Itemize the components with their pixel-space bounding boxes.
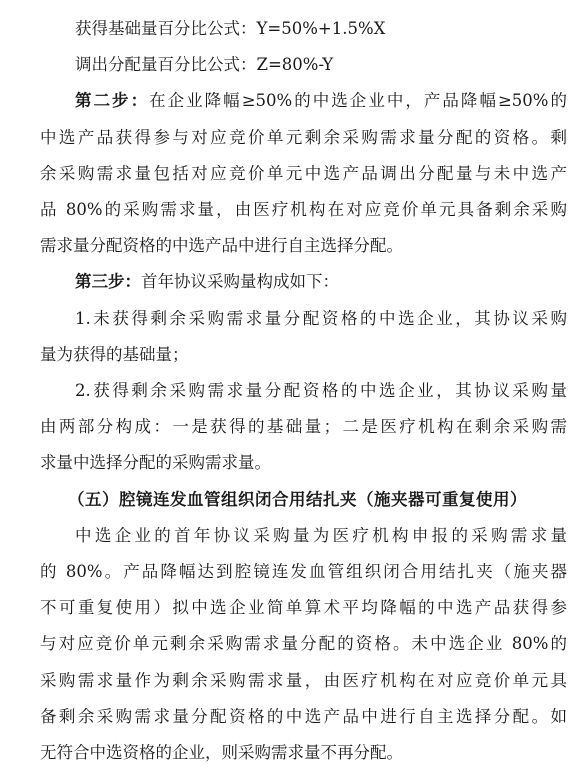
para5-line-4: 与对应竞价单元剩余采购需求量分配的资格。未中选企业 80%的: [40, 634, 567, 653]
item2-line-3: 求量中选择分配的采购需求量。: [40, 453, 271, 472]
para5-line-7: 无符合中选资格的企业，则采购需求量不再分配。: [40, 743, 403, 762]
step2-line-1: [75, 90, 567, 112]
step2-line-2: 中选产品获得参与对应竞价单元剩余采购需求量分配的资格。剩: [40, 128, 567, 147]
step2-line-4: 品 80%的采购需求量，由医疗机构在对应竞价单元具备剩余采购: [40, 200, 567, 219]
para5-line-3: 不可重复使用）拟中选企业简单算术平均降幅的中选产品获得参: [40, 598, 567, 617]
step3-line-1: [75, 271, 567, 293]
formula-base-line: 获得基础量百分比公式：Y=50%+1.5%X: [75, 19, 386, 38]
para5-line-6: 备剩余采购需求量分配资格的中选产品中进行自主选择分配。如: [40, 707, 567, 726]
formula-alloc-line: 调出分配量百分比公式：Z=80%-Y: [75, 55, 334, 74]
item1-line-1: 1.未获得剩余采购需求量分配资格的中选企业，其协议采购: [75, 309, 567, 328]
step3-text-1: 首年协议采购量构成如下：: [141, 272, 339, 291]
para5-line-1: 中选企业的首年协议采购量为医疗机构申报的采购需求量: [75, 526, 567, 545]
para5-line-5: 采购需求量作为剩余采购需求量，由医疗机构在对应竞价单元具: [40, 671, 567, 690]
item2-line-1: 2.获得剩余采购需求量分配资格的中选企业，其协议采购量: [75, 381, 567, 400]
step2-line-3: 余采购需求量包括对应竞价单元中选产品调出分配量与未中选产: [40, 164, 567, 183]
step2-text-1: 在企业降幅≥50%的中选企业中，产品降幅≥50%的: [149, 91, 567, 110]
item1-line-2: 量为获得的基础量；: [40, 345, 189, 364]
step3-label: 第三步：: [75, 272, 141, 291]
step2-label: 第二步：: [75, 91, 150, 110]
step2-line-5: 需求量分配资格的中选产品中进行自主选择分配。: [40, 236, 403, 255]
section5-heading: （五）腔镜连发血管组织闭合用结扎夹（施夹器可重复使用）: [68, 490, 527, 509]
item2-line-2: 由两部分构成：一是获得的基础量；二是医疗机构在剩余采购需: [40, 417, 567, 436]
para5-line-2: 的 80%。产品降幅达到腔镜连发血管组织闭合用结扎夹（施夹器: [40, 562, 567, 581]
